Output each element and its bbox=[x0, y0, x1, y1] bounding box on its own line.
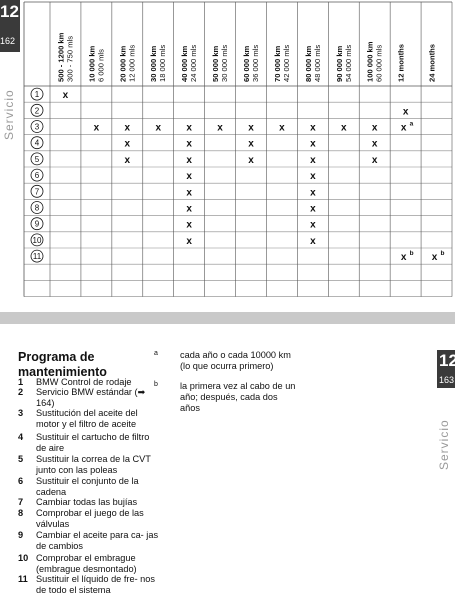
program-item-text: Comprobar el juego de las válvulas bbox=[36, 508, 144, 529]
column-header-mls: 300 - 750 mls bbox=[65, 35, 75, 82]
schedule-mark: x bbox=[124, 122, 131, 134]
page-number-right: 163 bbox=[439, 375, 455, 385]
schedule-mark-footnote: a bbox=[409, 120, 414, 128]
row-number: 9 bbox=[34, 219, 40, 229]
side-label-left: Servicio bbox=[2, 89, 16, 140]
row-number: 5 bbox=[34, 154, 40, 164]
column-header-mls: 30 000 mls bbox=[220, 44, 230, 82]
column-header-km: 90 000 km bbox=[334, 45, 344, 82]
column-header-km: 20 000 km bbox=[118, 45, 128, 82]
schedule-mark: x bbox=[371, 154, 378, 166]
schedule-mark: x bbox=[248, 122, 254, 134]
page-separator bbox=[0, 312, 455, 324]
program-item-text: Sustituir la correa de la CVT junto con las poleas bbox=[36, 454, 151, 475]
schedule-mark: x bbox=[431, 252, 438, 264]
schedule-mark-footnote: b bbox=[440, 250, 445, 258]
schedule-mark: x bbox=[248, 138, 254, 150]
page-number: 162 bbox=[0, 36, 16, 46]
schedule-mark: x bbox=[371, 122, 378, 134]
schedule-mark: x bbox=[186, 171, 192, 183]
row-number: 1 bbox=[34, 90, 40, 100]
program-item-number: 7 bbox=[18, 497, 24, 507]
program-item-text: Cambiar todas las bujías bbox=[36, 497, 138, 507]
row-number: 4 bbox=[34, 138, 40, 148]
column-header-km: 60 000 km bbox=[242, 45, 251, 82]
schedule-mark: x bbox=[279, 122, 285, 134]
program-heading bbox=[18, 350, 168, 380]
schedule-mark: x bbox=[186, 203, 192, 215]
program-item-text: Comprobar el embrague (embrague desmontado) bbox=[36, 553, 137, 574]
column-header-km: 10 000 km bbox=[87, 45, 97, 82]
column-header-mls: 24 000 mls bbox=[189, 44, 199, 82]
program-item-number: 2 bbox=[18, 387, 24, 397]
schedule-mark: x bbox=[310, 203, 316, 215]
column-header-mls: 60 000 mls bbox=[374, 44, 384, 82]
program-item-text: BMW Control de rodaje bbox=[36, 377, 132, 387]
row-number: 2 bbox=[34, 106, 40, 116]
schedule-mark: x bbox=[124, 138, 131, 150]
program-item-number: 6 bbox=[18, 476, 24, 486]
schedule-mark: x bbox=[186, 122, 192, 134]
column-header-km: 40 000 km bbox=[180, 45, 190, 82]
footnote-text: cada año o cada 10000 km (lo que ocurra primero) bbox=[180, 350, 291, 371]
program-item-number: 11 bbox=[18, 574, 28, 584]
column-header-km: 500 - 1200 km bbox=[56, 32, 66, 82]
program-item-number: 5 bbox=[18, 454, 24, 464]
schedule-mark: x bbox=[310, 122, 316, 134]
column-header-km: 24 months bbox=[427, 44, 437, 82]
schedule-mark: x bbox=[400, 252, 407, 264]
schedule-mark: x bbox=[402, 106, 409, 118]
column-header-mls: 48 000 mls bbox=[312, 44, 322, 82]
program-item-text: Sustituir el conjunto de la cadena bbox=[36, 476, 139, 497]
column-header-mls: 12 000 mls bbox=[127, 44, 137, 82]
program-item-text: Servicio BMW estándar (➡ 164) bbox=[36, 387, 146, 408]
program-item-number: 4 bbox=[18, 432, 24, 442]
column-header-km: 80 000 km bbox=[303, 45, 313, 82]
chapter-number-right: 12 bbox=[439, 351, 458, 370]
column-header-mls: 54 000 mls bbox=[343, 44, 353, 82]
side-label-right: Servicio bbox=[437, 419, 451, 470]
schedule-mark: x bbox=[310, 219, 316, 231]
column-header-km: 100 000 km bbox=[365, 41, 375, 82]
program-heading-line2: mantenimiento bbox=[18, 365, 107, 379]
column-header-km: 12 months bbox=[396, 44, 406, 82]
chapter-number: 12 bbox=[0, 2, 19, 21]
row-number: 7 bbox=[34, 187, 40, 197]
column-header-mls: 18 000 mls bbox=[158, 44, 168, 82]
schedule-mark: x bbox=[310, 235, 316, 247]
program-item-number: 8 bbox=[18, 508, 24, 518]
footnote-mark: a bbox=[154, 350, 158, 357]
row-number: 6 bbox=[34, 171, 40, 181]
column-header-km: 30 000 km bbox=[149, 45, 159, 82]
row-number: 11 bbox=[32, 252, 42, 262]
schedule-mark: x bbox=[371, 138, 378, 150]
schedule-mark: x bbox=[310, 154, 316, 166]
schedule-mark: x bbox=[186, 219, 192, 231]
maintenance-table bbox=[0, 0, 455, 300]
program-item-text: Cambiar el aceite para ca- jas de cambios bbox=[36, 530, 159, 551]
schedule-mark: x bbox=[186, 138, 192, 150]
column-header-mls: 6 000 mls bbox=[96, 49, 106, 82]
schedule-mark: x bbox=[310, 138, 316, 150]
schedule-mark: x bbox=[217, 122, 223, 134]
schedule-mark: x bbox=[186, 187, 192, 199]
program-item-number: 10 bbox=[18, 553, 29, 563]
row-number: 3 bbox=[34, 122, 40, 132]
program-heading-line1: Programa de bbox=[18, 350, 95, 364]
program-item-number: 3 bbox=[18, 408, 24, 418]
schedule-mark: x bbox=[155, 122, 162, 134]
schedule-mark: x bbox=[248, 154, 254, 166]
program-item-number: 9 bbox=[18, 530, 24, 540]
footnote-mark: b bbox=[154, 381, 158, 388]
column-header-mls: 42 000 mls bbox=[281, 44, 291, 82]
program-item-number: 1 bbox=[18, 377, 24, 387]
column-header-km: 50 000 km bbox=[211, 45, 221, 82]
schedule-mark: x bbox=[124, 154, 131, 166]
schedule-mark: x bbox=[62, 90, 69, 102]
program-item-text: Sustitución del aceite del motor y el filtro de aceite bbox=[36, 408, 138, 429]
program-item-text: Sustituir el cartucho de filtro de aire bbox=[36, 432, 150, 453]
schedule-mark: x bbox=[340, 122, 347, 134]
footnote-text: la primera vez al cabo de un año; después, cada dos años bbox=[180, 381, 296, 413]
schedule-mark: x bbox=[310, 171, 316, 183]
schedule-mark: x bbox=[310, 187, 316, 199]
schedule-mark: x bbox=[93, 122, 100, 134]
program-item-text: Sustituir el líquido de fre- nos de todo el sistema bbox=[36, 574, 155, 595]
column-header-km: 70 000 km bbox=[272, 45, 282, 82]
row-number: 8 bbox=[34, 203, 40, 213]
schedule-mark: x bbox=[400, 122, 407, 134]
row-number: 10 bbox=[32, 235, 42, 245]
schedule-mark-footnote: b bbox=[409, 250, 414, 258]
column-header-mls: 36 000 mls bbox=[251, 44, 260, 82]
schedule-mark: x bbox=[186, 154, 192, 166]
chapter-tab-right bbox=[437, 350, 458, 388]
schedule-mark: x bbox=[186, 235, 192, 247]
